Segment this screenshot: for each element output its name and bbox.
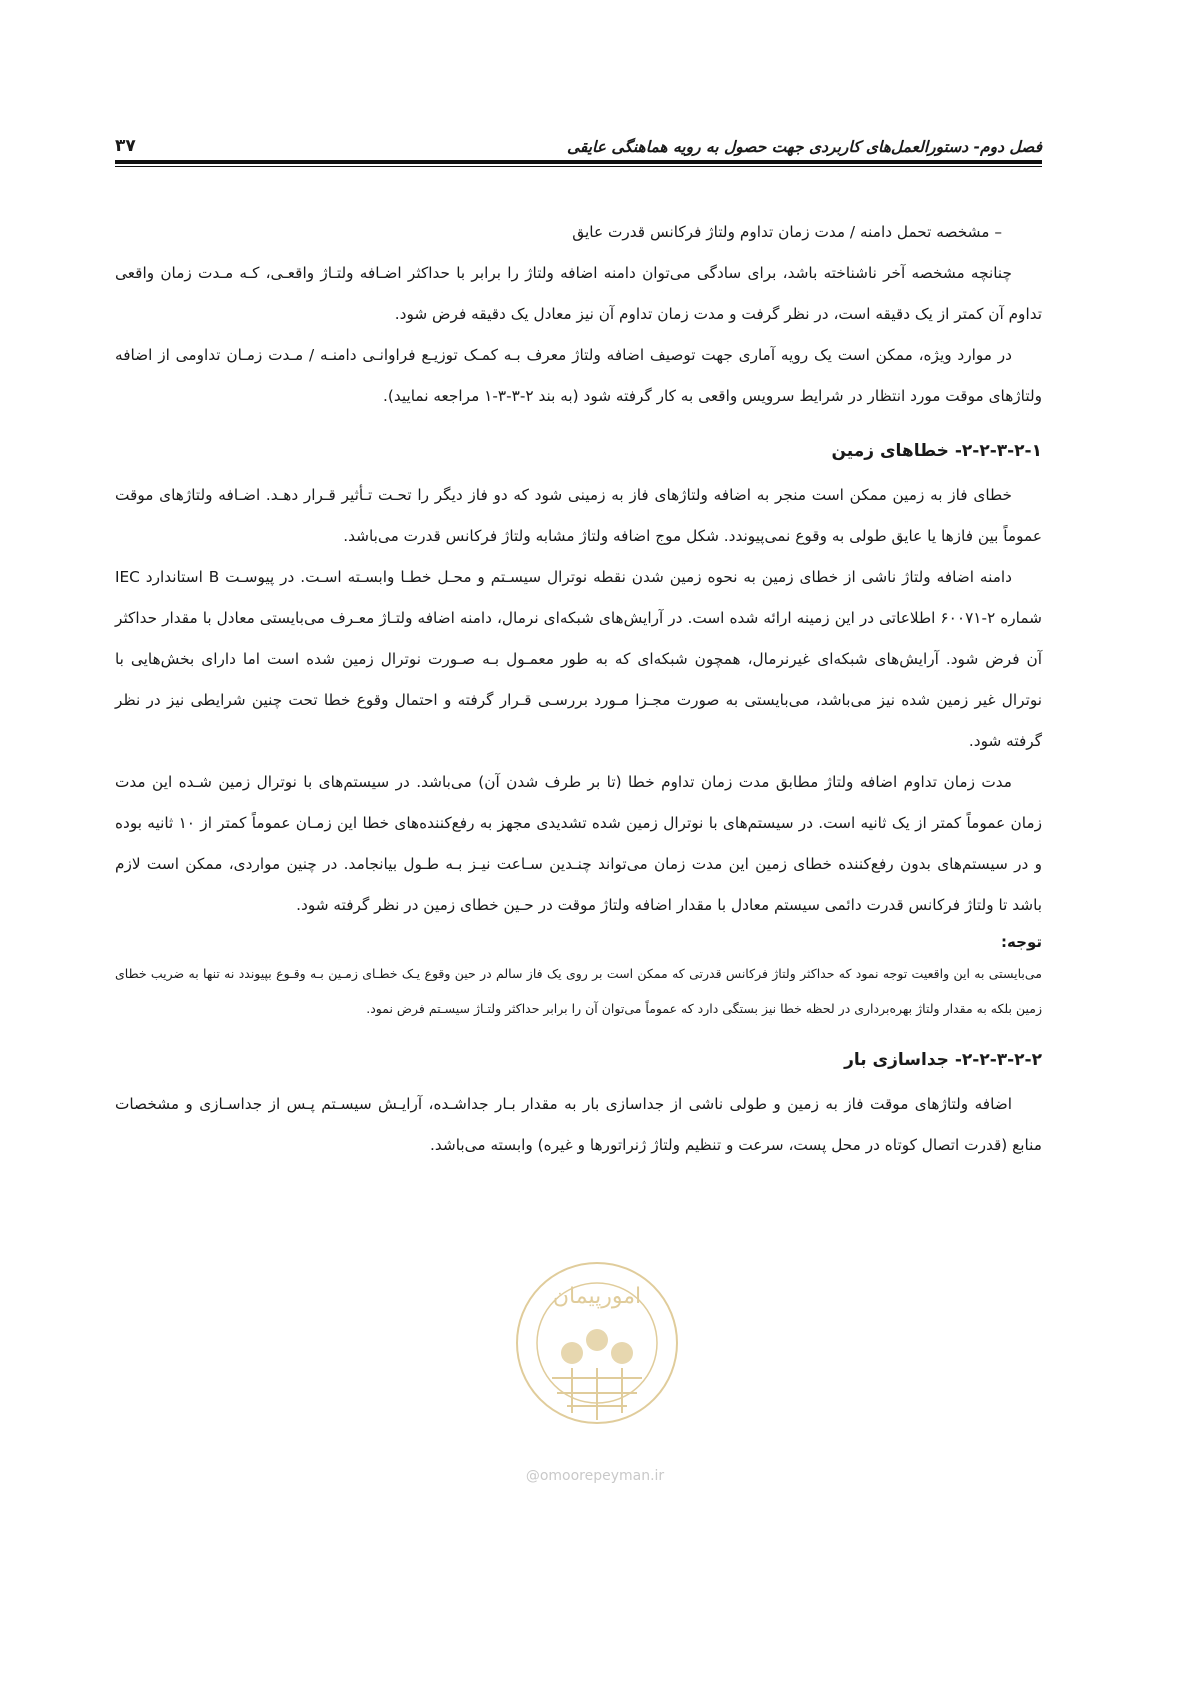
header-rule-thin xyxy=(115,166,1042,167)
paragraph: چنانچه مشخصه آخر ناشناخته باشد، برای سادگی می‌توان دامنه اضافه ولتاژ را برابر با حداکثر اضـافه ولتـاژ واقعـی، کـه مـدت زمان واقعی تداوم آن کمتر از یک دقیقه است، در نظر گرفت و مدت زمان تداوم آن نیز معادل یک دقیقه فرض شود. xyxy=(115,264,1042,323)
paragraph: در موارد ویژه، ممکن است یک رویه آماری جهت توصیف اضافه ولتاژ معرف بـه کمـک توزیـع فراوانـی دامنـه / مـدت زمـان تداومی از اضافه ولتاژهای موقت مورد انتظار در شرایط سرویس واقعی به کار گرفته شود (به بند ۲-۳-۳-۱ مراجعه نمایید). xyxy=(115,346,1042,405)
watermark-logo-text: امورپیمان xyxy=(552,1284,642,1309)
note-label: توجه: xyxy=(1001,933,1042,951)
header-rule-thick xyxy=(115,160,1042,164)
watermark-logo xyxy=(512,1258,682,1453)
section-heading-load-rejection: ۲-۲-۳-۲-۲- جداسازی بار xyxy=(844,1050,1042,1070)
note-text: می‌بایستی به این واقعیت توجه نمود که حداکثر ولتاژ فرکانس قدرتی که ممکن است بر روی یک فاز سالم در حین وقوع یـک خطـای زمـین بـه وقـوع بپیوندد نه تنها به ضریب خطای زمین بلکه به مقدار ولتاژ بهره‌برداری در لحظه خطا نیز بستگی دارد که عموماً می‌توان آن را برابر حداکثر ولتـاژ سیسـتم فرض نمود. xyxy=(115,966,1042,1016)
chapter-title: فصل دوم- دستورالعمل‌های کاربردی جهت حصول به رویه هماهنگی عایقی xyxy=(566,138,1042,156)
paragraph: دامنه اضافه ولتاژ ناشی از خطای زمین به نحوه زمین شدن نقطه نوترال سیسـتم و محـل خطـا وابسـته اسـت. در پیوسـت B استاندارد IEC شماره ۲-۶۰۰۷۱ اطلاعاتی در این زمینه ارائه شده است. در آرایش‌های شبکه‌ای نرمال، دامنه اضافه ولتـاژ معـرف می‌بایستی معادل با مقدار حداکثر آن فرض شود. آرایش‌های شبکه‌ای غیرنرمال، همچون شبکه‌ای که به طور معمـول بـه صـورت نوترال زمین شده است اما دارای بخش‌هایی با نوترال غیر زمین شده نیز می‌باشد، می‌بایستی به صورت مجـزا مـورد بررسـی قـرار گرفته و احتمال وقوع خطا تحت چنین شرایطی نیز در نظر گرفته شود. xyxy=(115,568,1042,750)
watermark-url: @omoorepeyman.ir xyxy=(525,1468,665,1484)
page-number: ۳۷ xyxy=(115,136,136,156)
bullet-item: – مشخصه تحمل دامنه / مدت زمان تداوم ولتاژ فرکانس قدرت عایق xyxy=(572,223,1002,241)
section-heading-ground-faults: ۲-۲-۳-۲-۱- خطاهای زمین xyxy=(831,441,1042,461)
page-header xyxy=(115,130,1042,156)
page-content xyxy=(115,212,1042,1166)
paragraph: مدت زمان تداوم اضافه ولتاژ مطابق مدت زمان تداوم خطا (تا بر طرف شدن آن) می‌باشد. در سیستم‌های با نوترال زمین شـده این مدت زمان عموماً کمتر از یک ثانیه است. در سیستم‌های با نوترال زمین شده تشدیدی مجهز به رفع‌کننده‌های خطا این زمـان عموماً کمتر از ۱۰ ثانیه بوده و در سیستم‌های بدون رفع‌کننده خطای زمین این مدت زمان می‌تواند چنـدین سـاعت نیـز بـه طـول بیانجامد. در چنین مواردی، ممکن است لازم باشد تا ولتاژ فرکانس قدرت دائمی سیستم معادل با مقدار اضافه ولتاژ موقت در حـین خطای زمین در نظر گرفته شود. xyxy=(115,773,1042,914)
paragraph: خطای فاز به زمین ممکن است منجر به اضافه ولتاژهای فاز به زمینی شود که دو فاز دیگر را تحـت تـأثیر قـرار دهـد. اضـافه ولتاژهای موقت عموماً بین فازها یا عایق طولی به وقوع نمی‌پیوندد. شکل موج اضافه ولتاژ مشابه ولتاژ فرکانس قدرت می‌باشد. xyxy=(115,486,1042,545)
paragraph: اضافه ولتاژهای موقت فاز به زمین و طولی ناشی از جداسازی بار به مقدار بـار جداشـده، آرایـش سیسـتم پـس از جداسـازی و مشخصات منابع (قدرت اتصال کوتاه در محل پست، سرعت و تنظیم ولتاژ ژنراتورها و غیره) وابسته می‌باشد. xyxy=(115,1095,1042,1154)
